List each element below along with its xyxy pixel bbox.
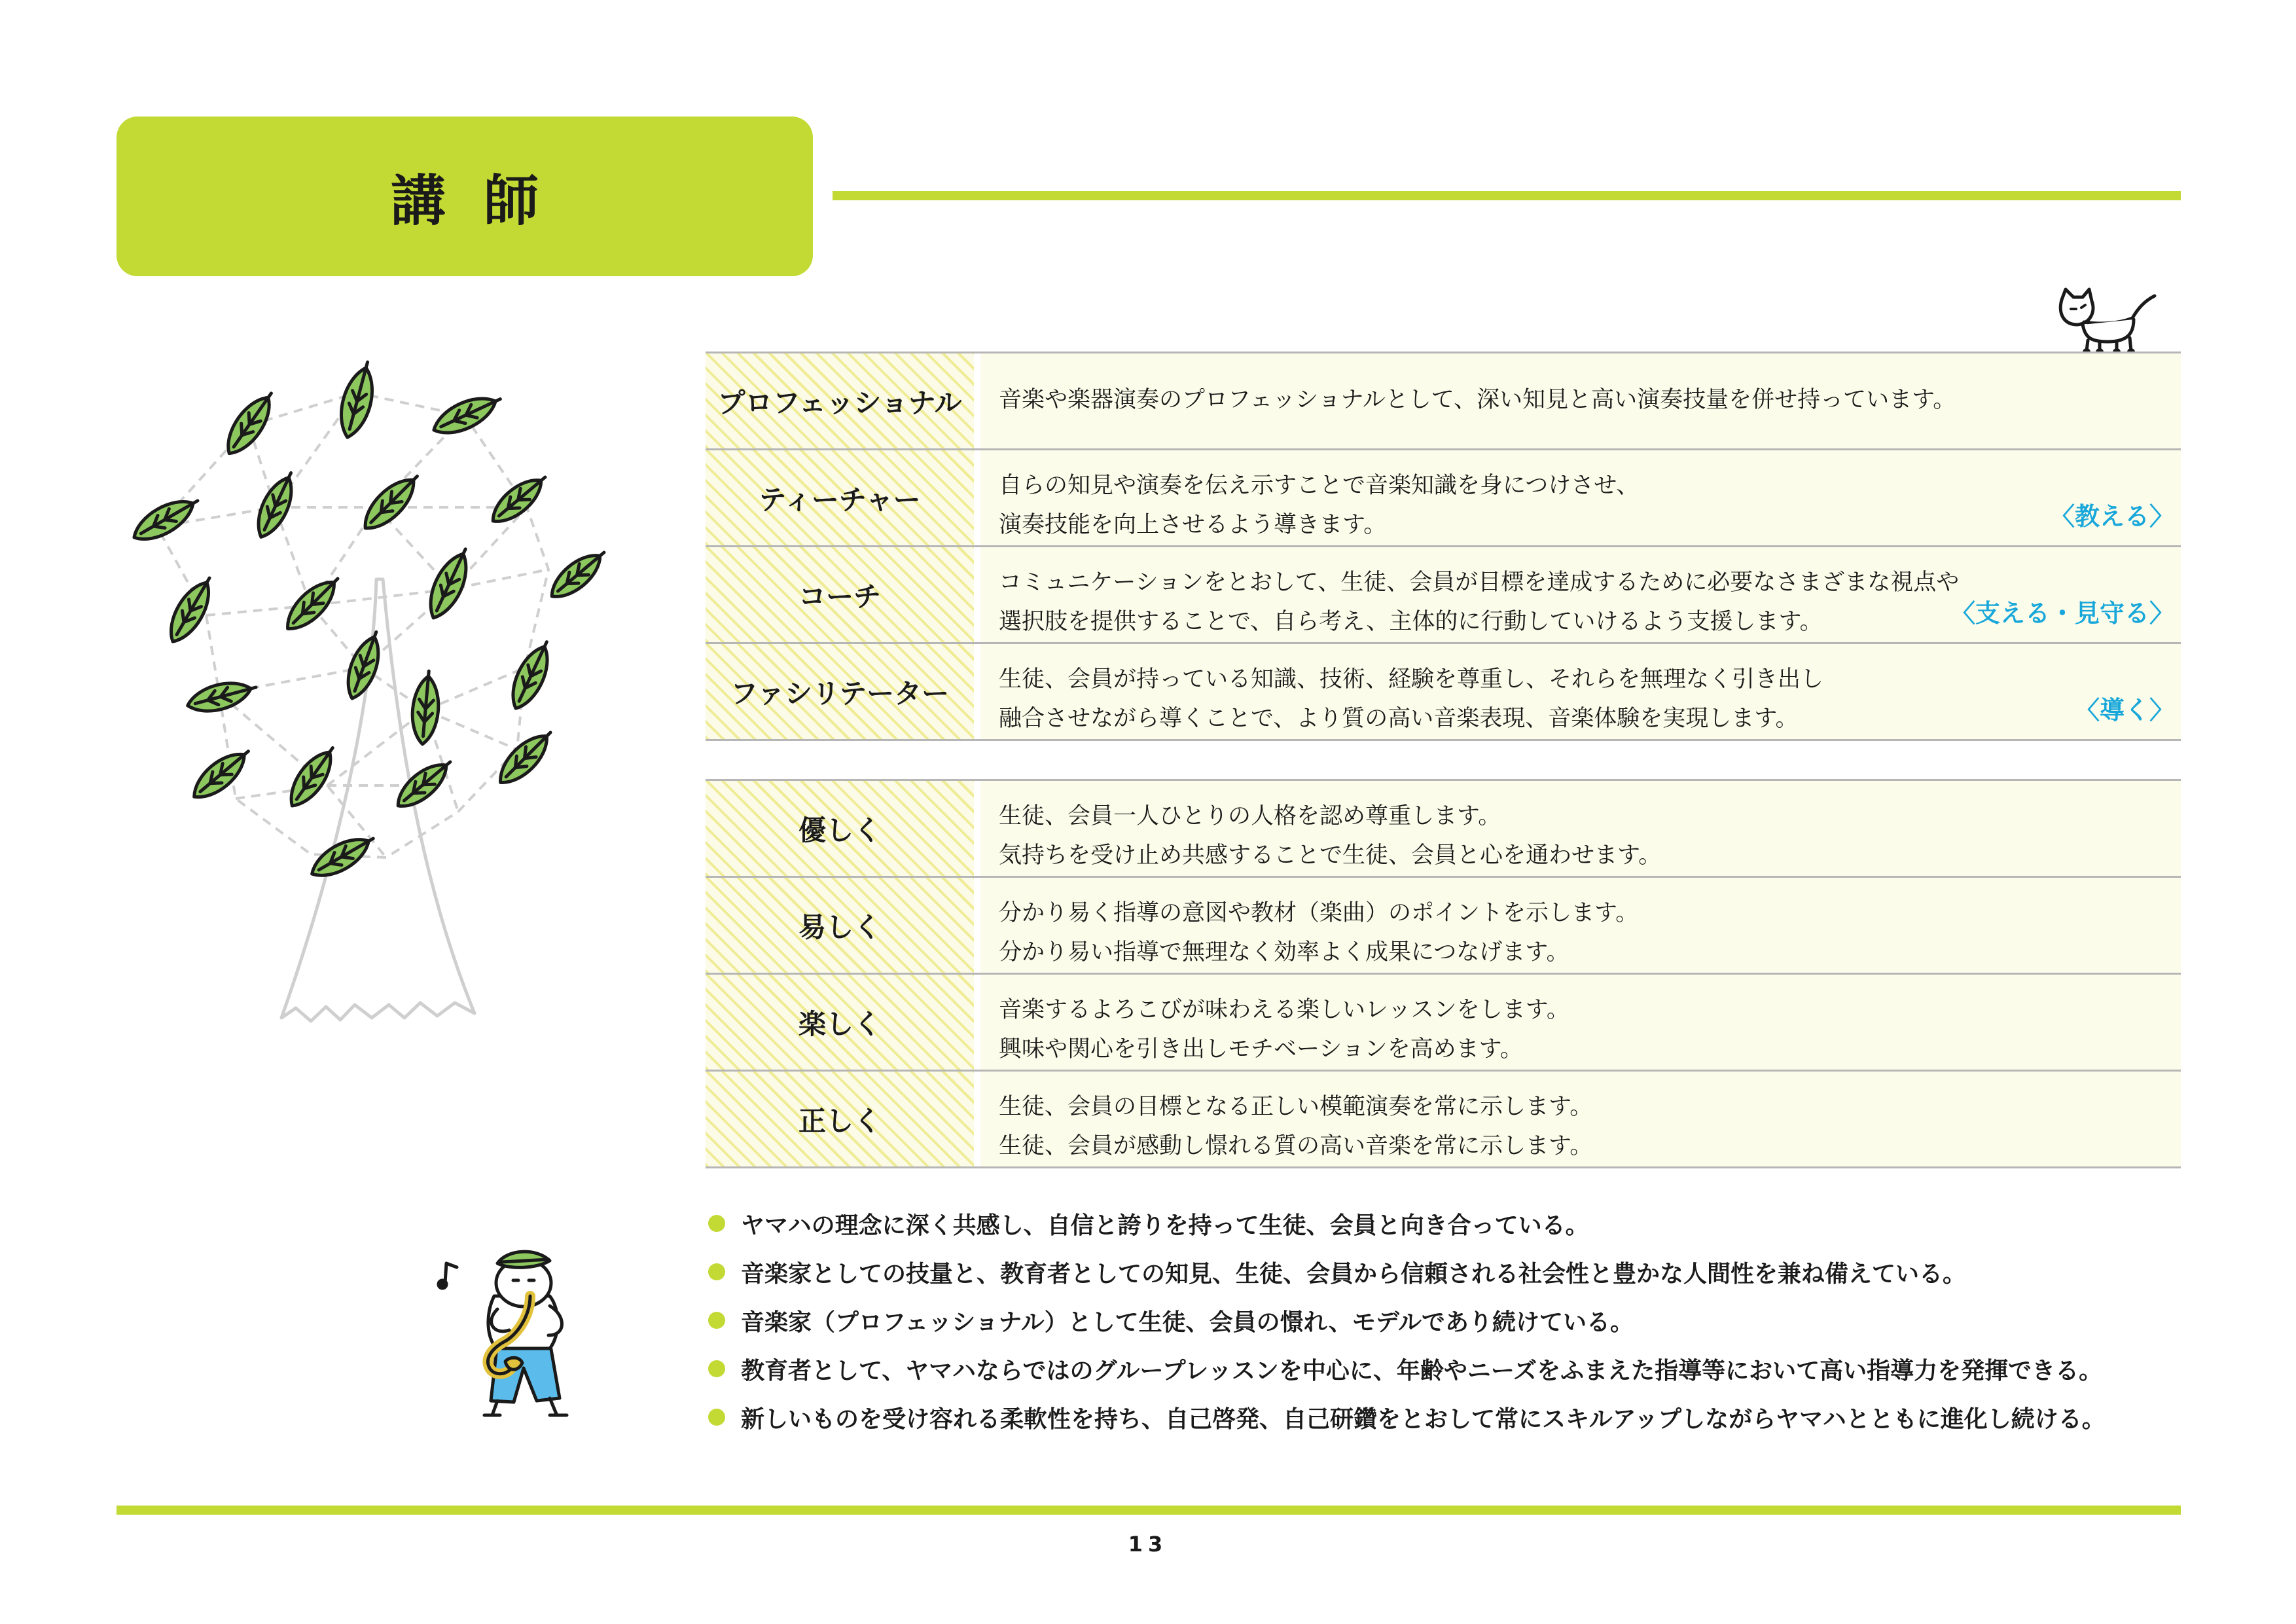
bullet-dot-icon [708,1409,725,1426]
table-row [706,781,2181,878]
bullet-dot-icon [708,1312,725,1329]
row-label: コーチ [706,547,974,642]
qualities-list [706,1199,2185,1441]
list-item [706,1248,2185,1296]
page-number: 13 [1128,1532,1168,1557]
list-item-text: ヤマハの理念に深く共感し、自信と誇りを持って生徒、会員と向き合っている。 [741,1212,1589,1239]
row-description [980,353,2181,448]
description-line: 生徒、会員一人ひとりの人格を認め尊重します。 [999,803,1501,829]
page-title: 講師 [390,168,577,233]
table-row [706,878,2181,975]
list-item [706,1296,2185,1344]
title-banner [117,117,813,276]
list-item [706,1393,2185,1441]
saxophone-player-icon [432,1244,615,1440]
role-tag: 〈支える・見守る〉 [1950,599,2174,628]
description-line: 生徒、会員の目標となる正しい模範演奏を常に示します。 [999,1094,1593,1120]
row-description [980,975,2181,1070]
description-line: 分かり易く指導の意図や教材（楽曲）のポイントを示します。 [999,900,1639,926]
table-row [706,975,2181,1072]
row-description [980,878,2181,973]
description-line: 自らの知見や演奏を伝え示すことで音楽知識を身につけさせ、 [999,473,1640,499]
title-rule [833,191,2181,200]
list-item-text: 教育者として、ヤマハならではのグループレッスンを中心に、年齢やニーズをふまえた指導等において高い指導力を発揮できる。 [741,1357,2103,1384]
bullet-dot-icon [708,1215,725,1232]
table-row [706,450,2181,547]
description-line: 音楽するよろこびが味わえる楽しいレッスンをします。 [999,997,1570,1023]
list-item [706,1199,2185,1248]
row-label: 優しく [706,781,974,876]
description-line: 融合させながら導くことで、より質の高い音楽表現、音楽体験を実現します。 [999,706,1799,732]
description-line: 生徒、会員が感動し憬れる質の高い音楽を常に示します。 [999,1133,1593,1159]
table-row [706,547,2181,644]
row-label: ティーチャー [706,450,974,545]
table-row [706,1072,2181,1168]
description-line: 気持ちを受け止め共感することで生徒、会員と心を通わせます。 [999,842,1662,869]
row-description [980,547,2181,642]
list-item-text: 音楽家としての技量と、教育者としての知見、生徒、会員から信頼される社会性と豊かな人間性を兼ね備えている。 [741,1260,1967,1288]
row-description [980,644,2181,739]
row-label: 正しく [706,1072,974,1166]
row-label: 易しく [706,878,974,973]
row-description [980,1072,2181,1166]
row-label: プロフェッショナル [706,353,974,448]
description-line: 演奏技能を向上させるよう導きます。 [999,512,1387,538]
list-item-text: 音楽家（プロフェッショナル）として生徒、会員の憬れ、モデルであり続けている。 [741,1308,1634,1336]
description-line: コミュニケーションをとおして、生徒、会員が目標を達成するために必要なさまざまな視点や [999,569,1960,596]
bullet-dot-icon [708,1263,725,1280]
table-row [706,353,2181,450]
description-line: 生徒、会員が持っている知識、技術、経験を尊重し、それらを無理なく引き出し [999,666,1824,693]
row-label: 楽しく [706,975,974,1070]
role-tag: 〈導く〉 [2074,696,2174,725]
table-row [706,644,2181,741]
list-item [706,1344,2185,1393]
list-item-text: 新しいものを受け容れる柔軟性を持ち、自己啓発、自己研鑽をとおして常にスキルアップしながらヤマハとともに進化し続ける。 [741,1405,2106,1433]
cat-icon [2042,285,2173,357]
roles-table [706,352,2181,741]
description-line: 興味や関心を引き出しモチベーションを高めます。 [999,1036,1523,1062]
row-description [980,781,2181,876]
attitudes-table [706,779,2181,1168]
description-line: 分かり易い指導で無理なく効率よく成果につなげます。 [999,939,1570,965]
row-label: ファシリテーター [706,644,974,739]
role-tag: 〈教える〉 [2049,502,2174,531]
bullet-dot-icon [708,1360,725,1377]
description-line: 選択肢を提供することで、自ら考え、主体的に行動していけるよう支援します。 [999,609,1823,635]
leaf-tree-icon [124,353,635,1047]
row-description [980,450,2181,545]
description-line: 音楽や楽器演奏のプロフェッショナルとして、深い知見と高い演奏技量を併せ持っています。 [999,387,1956,413]
footer-rule [117,1506,2181,1515]
